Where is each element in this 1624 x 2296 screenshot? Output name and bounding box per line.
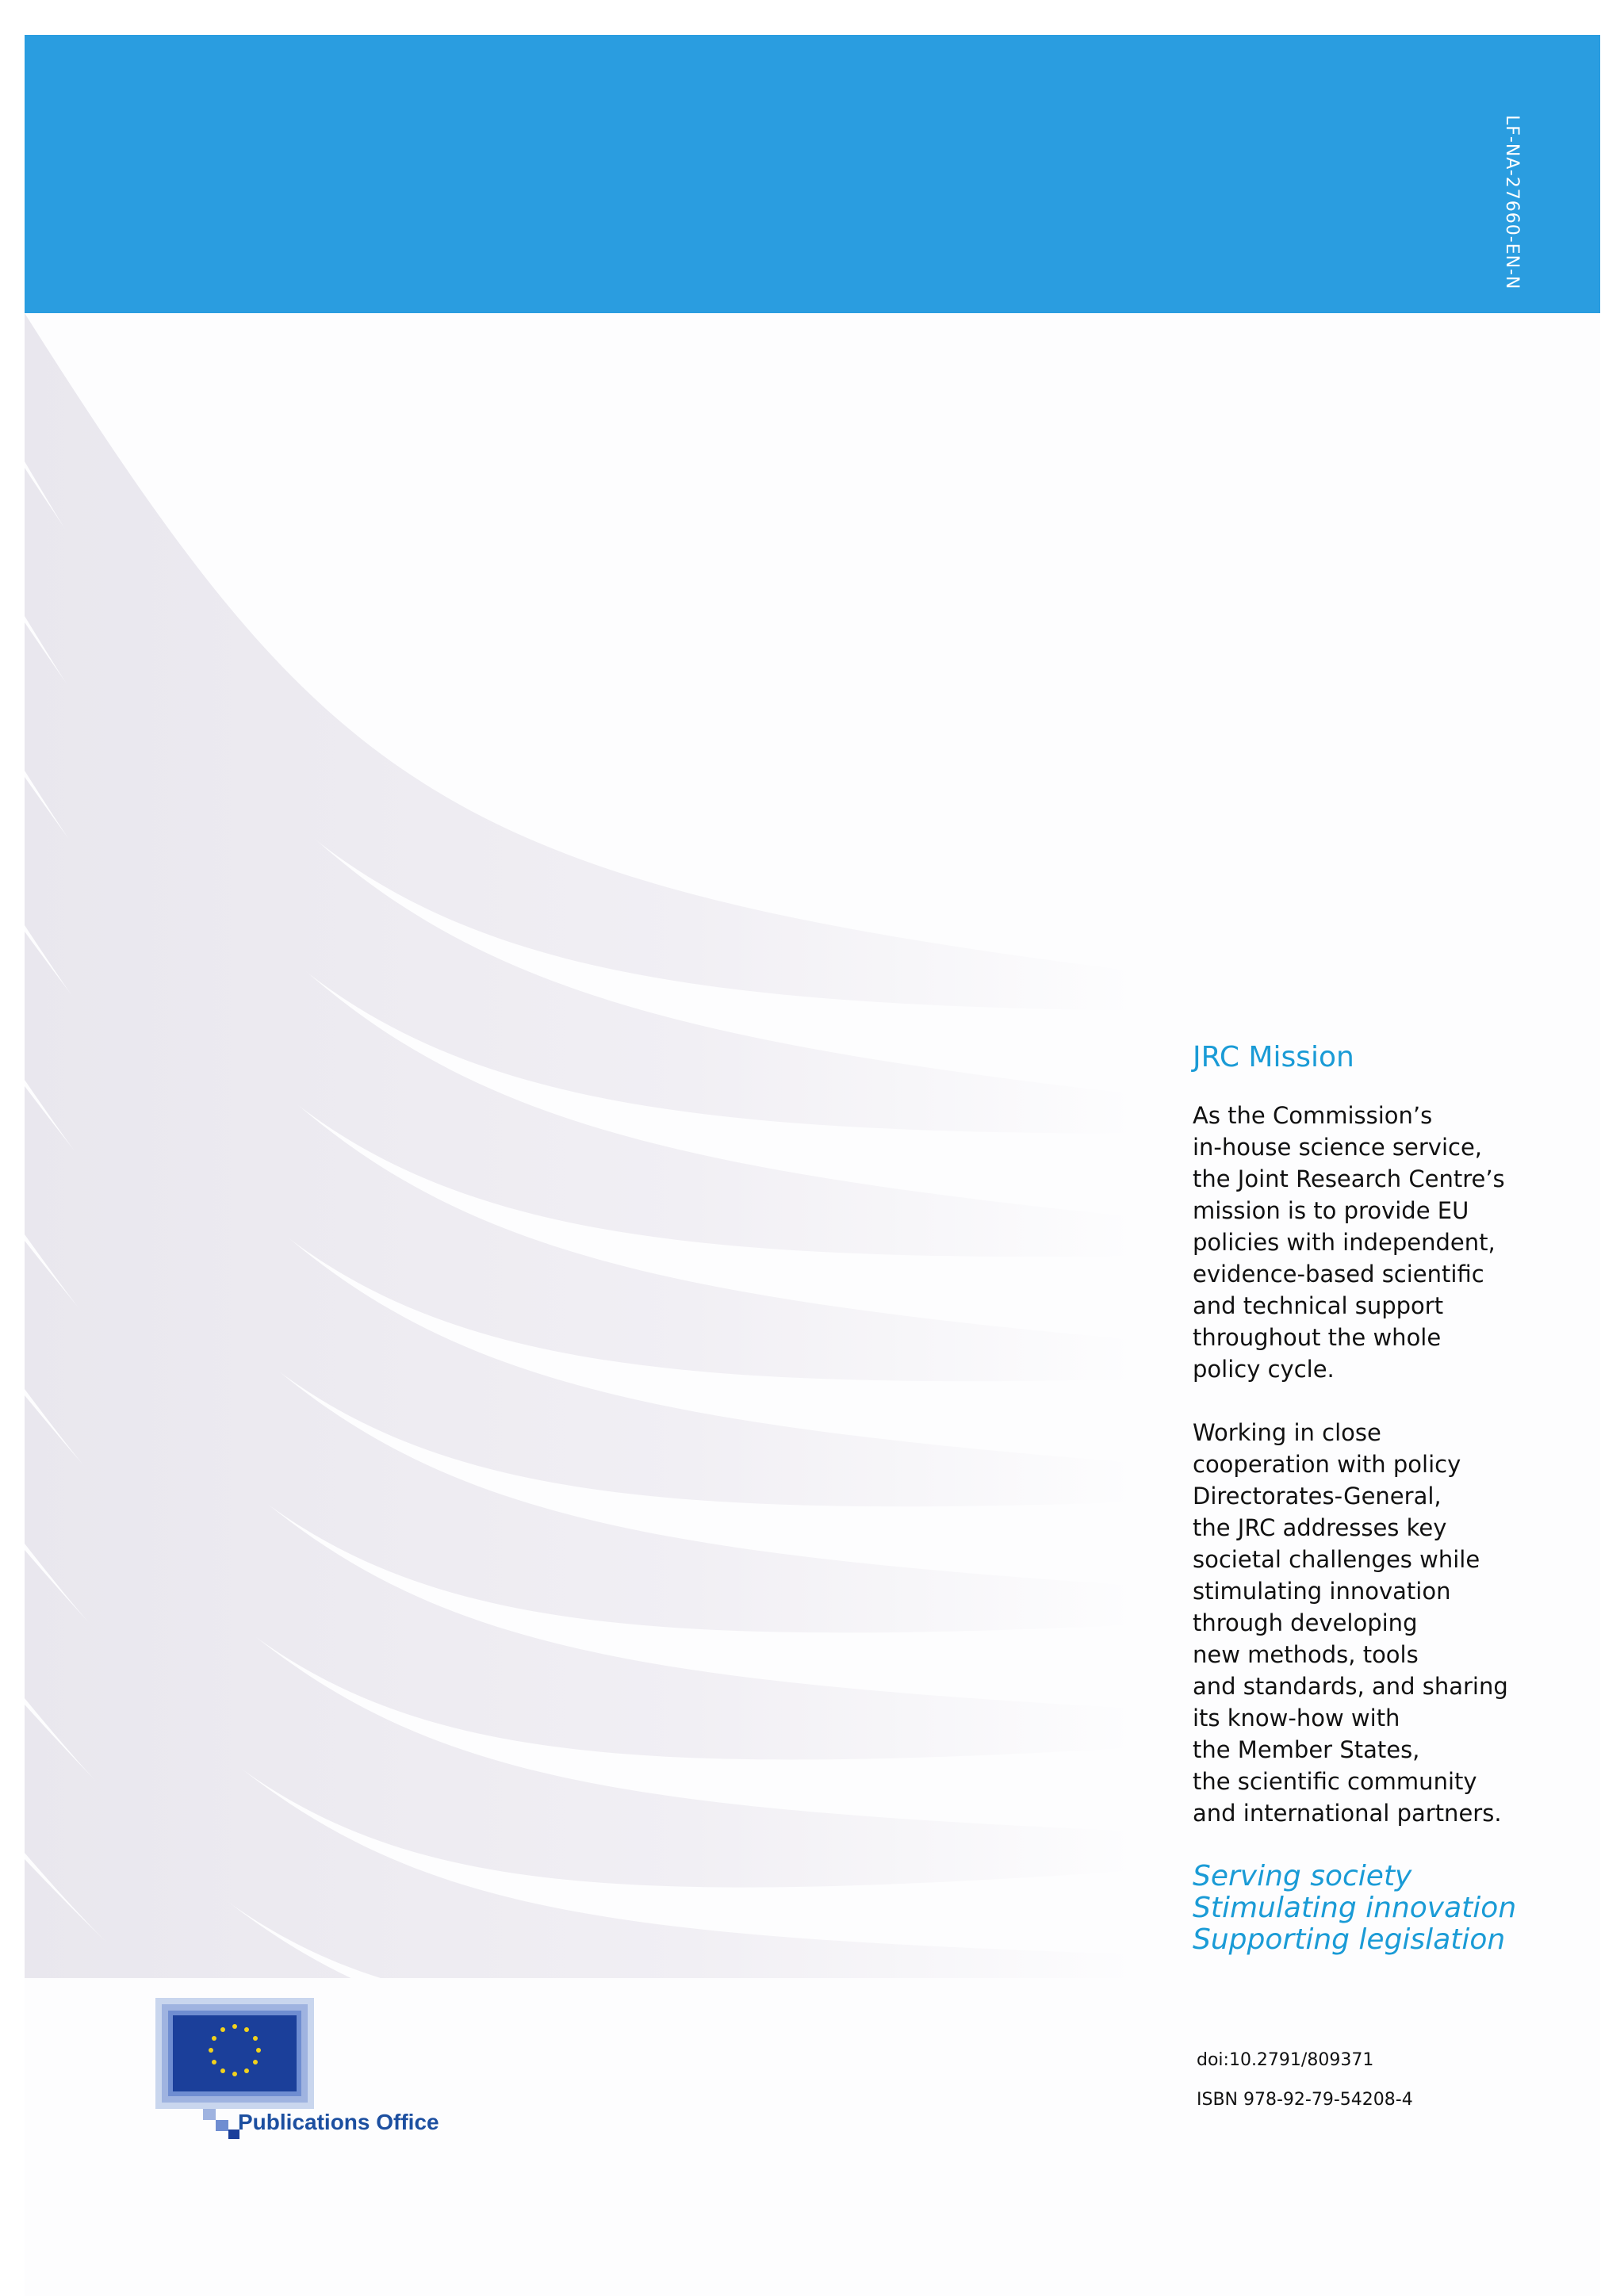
swoosh-stripes bbox=[25, 313, 1135, 1978]
mission-block bbox=[1193, 1040, 1589, 1956]
mission-paragraph-2: Working in close cooperation with policy Directorates-General, the JRC addresses key societal challenges while stimulating innovation through developing new methods, tools and standards, and sharing its know-how with the Member States, the scientific community and international partners. bbox=[1193, 1419, 1508, 1827]
decorative-swoosh bbox=[25, 313, 1159, 1978]
mission-paragraph-1: As the Commission’s in-house science service, the Joint Research Centre’s mission is to provide EU policies with independent, evidence-based scientific and technical support throughout the whole policy cycle. bbox=[1193, 1102, 1505, 1383]
isbn-text: ISBN 978-92-79-54208-4 bbox=[1197, 2090, 1413, 2110]
catalogue-number: LF-NA-27660-EN-N bbox=[1502, 115, 1522, 290]
doi-text: doi:10.2791/809371 bbox=[1197, 2050, 1374, 2070]
publications-office-label: Publications Office bbox=[238, 2110, 439, 2134]
mission-motto: Serving society Stimulating innovation Supporting legislation bbox=[1193, 1860, 1517, 1957]
top-banner bbox=[25, 35, 1600, 313]
mission-title: JRC Mission bbox=[1193, 1041, 1354, 1073]
